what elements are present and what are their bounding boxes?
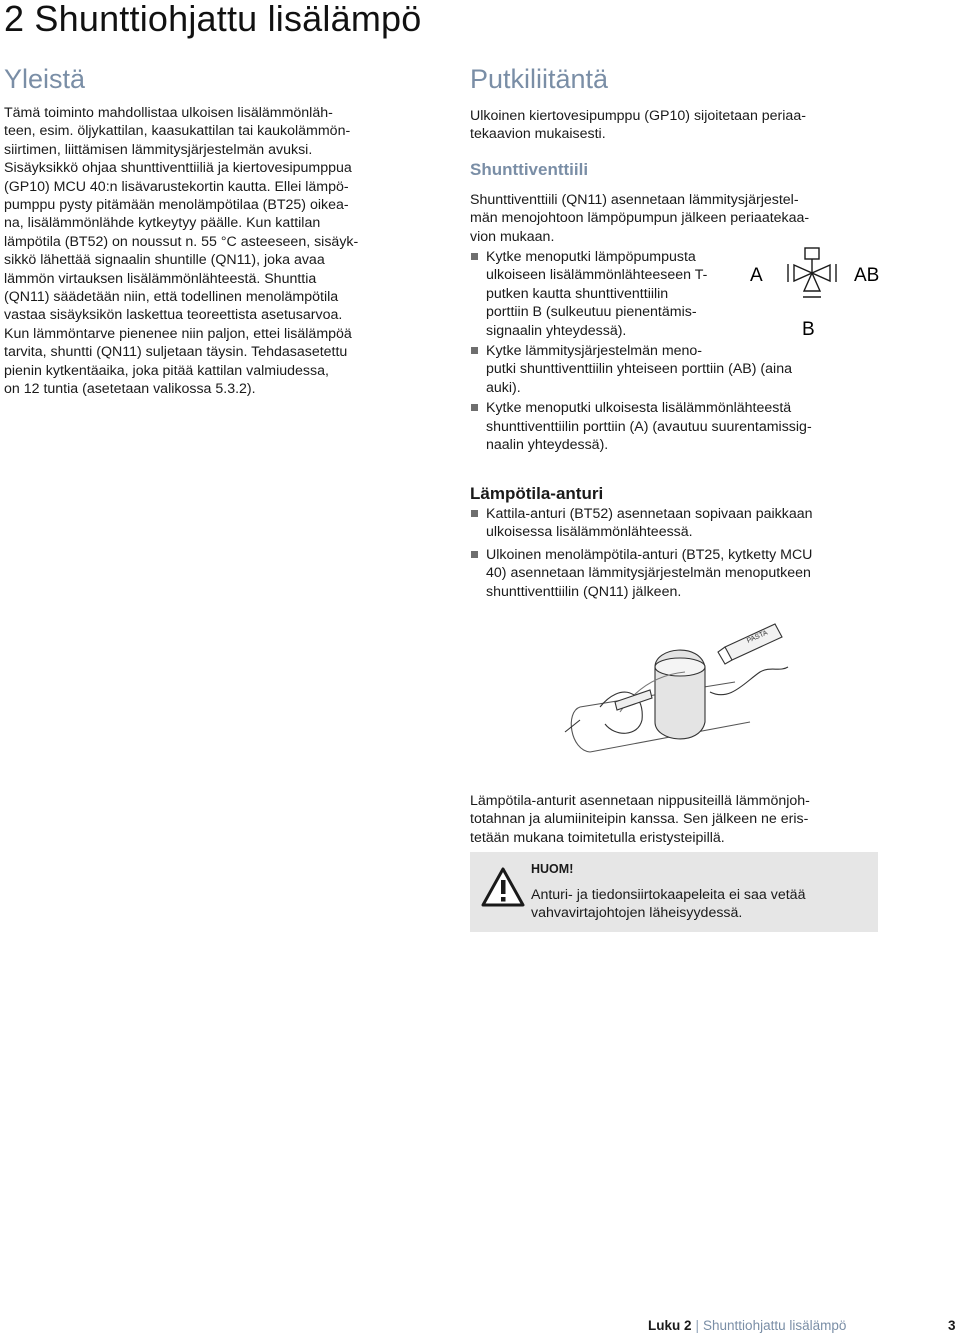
subheading-shunttiventtiili: Shunttiventtiili: [470, 160, 589, 179]
warning-box: [470, 852, 878, 932]
left-body-text: [4, 104, 404, 399]
text-line: teen, esim. öljykattilan, kaasukattilan tai kaukolämmön-: [4, 123, 351, 140]
text-line: putken kautta shunttiventtiilin: [486, 285, 669, 302]
text-line: Sisäyksikkö ohjaa shunttiventtiiliä ja kiertovesipumppua: [4, 160, 352, 177]
text-line: Tämä toiminto mahdollistaa ulkoisen lisälämmönläh-: [4, 105, 333, 121]
text-line: Kytke menoputki ulkoisesta lisälämmönlähteestä: [486, 400, 792, 417]
list-item: [470, 546, 813, 601]
footer-chapter: Luku 2: [648, 1318, 692, 1333]
text-line: Kytke menoputki lämpöpumpusta: [486, 249, 696, 265]
warning-triangle-icon: [480, 866, 526, 908]
text-line: Anturi- ja tiedonsiirtokaapeleita ei saa vetää: [531, 887, 806, 903]
sensor-installation-illustration: [560, 612, 790, 762]
text-line: Kytke lämmitysjärjestelmän meno-: [486, 343, 703, 360]
warning-text: [531, 886, 805, 923]
text-line: shunttiventtiilin (QN11) jälkeen.: [486, 583, 682, 600]
text-line: tetään mukana toimitetulla eristysteipillä.: [470, 829, 725, 846]
paste-tube-label: PASTA: [745, 629, 769, 645]
text-line: tarvita, shuntti (QN11) suljetaan täysin. Tehdasasetettu: [4, 344, 348, 361]
text-line: 40) asennetaan lämmitysjärjestelmän menoputkeen: [486, 565, 811, 582]
page-number: 3: [948, 1318, 956, 1333]
text-line: Shunttiventtiili (QN11) asennetaan lämmitysjärjestel-: [470, 192, 799, 208]
text-line: auki).: [486, 379, 521, 396]
valve-port-ab-label: AB: [854, 265, 880, 286]
page-footer: [648, 1318, 846, 1333]
valve-port-a-label: A: [750, 265, 763, 286]
text-line: siirtimen, liittämisen lämmitysjärjestelmän avuksi.: [4, 141, 313, 158]
sensor-bullet-list: [470, 505, 813, 601]
text-line: pienin kytkentäaika, joka pitää kattilan valmiudessa,: [4, 362, 329, 379]
text-line: vion mukaan.: [470, 228, 555, 245]
text-line: ulkoiseen lisälämmönlähteeseen T-: [486, 267, 708, 284]
text-line: shunttiventtiilin porttiin (A) (avautuu suurentamissig-: [486, 418, 812, 435]
text-line: lämmön virtauksen lisälämmönlähteestä. Shunttia: [4, 270, 317, 287]
list-item: [470, 399, 812, 454]
text-line: lämpötila (BT52) on noussut n. 55 °C asteeseen, sisäyk-: [4, 233, 359, 250]
footer-separator: |: [695, 1318, 700, 1333]
text-line: (QN11) säädetään niin, että todellinen menolämpötila: [4, 289, 339, 306]
warning-title: HUOM!: [531, 862, 574, 876]
text-line: pumppu pysty pitämään menolämpötilaa (BT25) oikea-: [4, 197, 349, 214]
text-line: vastaa sisäyksikön laskettua teoreettista asetusarvoa.: [4, 307, 343, 324]
text-line: na, lisälämmönlähde kytkeytyy päälle. Kun kattilan: [4, 215, 321, 232]
text-line: ulkoisessa lisälämmönlähteessä.: [486, 524, 693, 541]
text-line: män menojohtoon lämpöpumpun jälkeen periaatekaa-: [470, 210, 810, 227]
page-title: 2 Shunttiohjattu lisälämpö: [4, 0, 422, 39]
valve-port-b-label: B: [802, 319, 815, 340]
text-line: sikkö lähettää signaalin shuntille (QN11), joka avaa: [4, 252, 325, 269]
three-way-valve-diagram: [750, 245, 885, 343]
text-line: porttiin B (sulkeutuu pienentämis-: [486, 304, 697, 321]
text-line: vahvavirtajohtojen läheisyydessä.: [531, 905, 743, 922]
valve-symbol-icon: [788, 248, 836, 297]
shunt-text: [470, 191, 809, 246]
text-line: Kattila-anturi (BT52) asennetaan sopivaan paikkaan: [486, 506, 813, 522]
text-line: signaalin yhteydessä).: [486, 322, 627, 339]
text-line: Ulkoinen menolämpötila-anturi (BT25, kytketty MCU: [486, 546, 813, 563]
text-line: (GP10) MCU 40:n lisävarustekortin kautta. Ellei lämpö-: [4, 178, 349, 195]
section-heading-yleista: Yleistä: [4, 64, 86, 94]
text-line: naalin yhteydessä).: [486, 437, 609, 454]
subheading-lampotila-anturi: Lämpötila-anturi: [470, 484, 604, 503]
list-item: [470, 342, 812, 397]
text-line: tekaavion mukaisesti.: [470, 126, 606, 143]
list-item: [470, 505, 813, 542]
footer-title: Shunttiohjattu lisälämpö: [703, 1318, 847, 1333]
text-line: on 12 tuntia (asetetaan valikossa 5.3.2).: [4, 381, 256, 398]
text-line: Ulkoinen kiertovesipumppu (GP10) sijoitetaan periaa-: [470, 108, 806, 124]
section-heading-putkiliitanta: Putkiliitäntä: [470, 64, 609, 94]
pipe-intro-text: [470, 107, 806, 144]
sensor-caption: [470, 792, 810, 847]
text-line: putki shunttiventtiilin yhteiseen porttiin (AB) (aina: [486, 361, 792, 378]
text-line: Kun lämmöntarve pienenee niin paljon, ettei lisälämpöä: [4, 325, 352, 342]
text-line: totahnan ja alumiiniteipin kanssa. Sen jälkeen ne eris-: [470, 811, 809, 828]
text-line: Lämpötila-anturit asennetaan nippusiteillä lämmönjoh-: [470, 793, 810, 809]
